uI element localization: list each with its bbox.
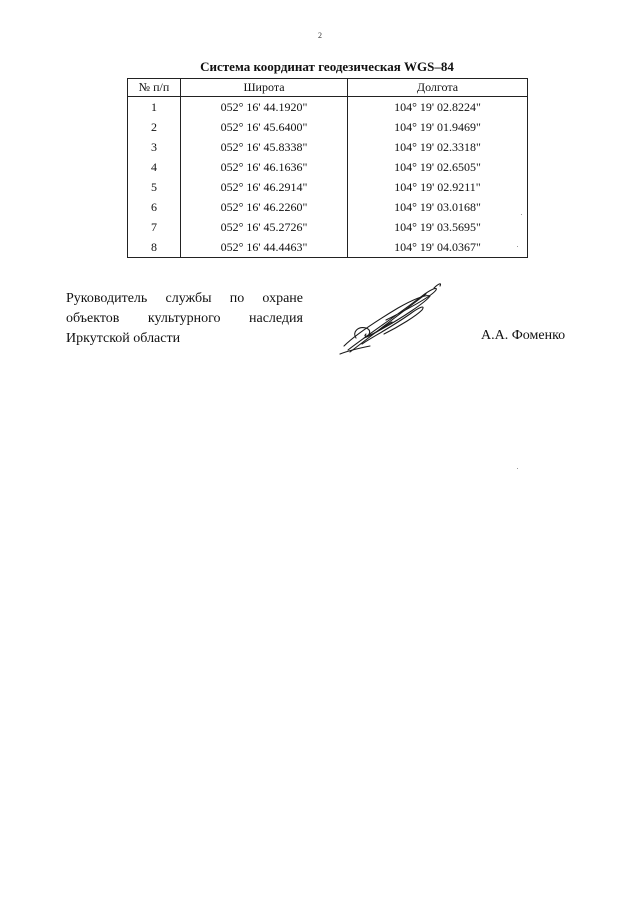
row-longitude: 104° 19' 01.9469"	[348, 117, 528, 137]
row-longitude: 104° 19' 04.0367"	[348, 237, 528, 258]
position-word: Руководитель	[66, 291, 148, 306]
row-latitude: 052° 16' 45.6400"	[181, 117, 348, 137]
position-line-3: Иркутской области	[66, 331, 181, 346]
position-word: службы	[165, 291, 212, 306]
row-latitude: 052° 16' 45.8338"	[181, 137, 348, 157]
header-longitude: Долгота	[348, 79, 528, 97]
scan-speck	[517, 468, 518, 469]
row-longitude: 104° 19' 03.5695"	[348, 217, 528, 237]
row-number: 2	[128, 117, 181, 137]
table-row	[128, 237, 528, 258]
header-number: № п/п	[128, 79, 181, 97]
position-word: охране	[262, 291, 303, 306]
row-longitude: 104° 19' 02.8224"	[348, 97, 528, 118]
row-number: 5	[128, 177, 181, 197]
row-number: 3	[128, 137, 181, 157]
coordinates-table	[127, 78, 528, 258]
row-number: 7	[128, 217, 181, 237]
signer-position	[66, 289, 303, 349]
row-latitude: 052° 16' 46.2914"	[181, 177, 348, 197]
position-line-1	[66, 289, 303, 309]
position-line-2	[66, 309, 303, 329]
table-row	[128, 157, 528, 177]
handwritten-signature	[326, 276, 446, 356]
position-word: наследия	[248, 311, 303, 326]
position-word: культурного	[147, 311, 221, 326]
table-row	[128, 217, 528, 237]
scan-speck	[517, 246, 518, 247]
row-latitude: 052° 16' 44.4463"	[181, 237, 348, 258]
table-header-row	[128, 79, 528, 97]
row-number: 6	[128, 197, 181, 217]
page-number: 2	[318, 31, 322, 40]
table-row	[128, 197, 528, 217]
row-latitude: 052° 16' 46.1636"	[181, 157, 348, 177]
row-number: 8	[128, 237, 181, 258]
row-latitude: 052° 16' 46.2260"	[181, 197, 348, 217]
header-latitude: Широта	[181, 79, 348, 97]
signer-name: А.А. Фоменко	[481, 328, 566, 343]
row-number: 1	[128, 97, 181, 118]
position-word: объектов	[66, 311, 120, 326]
scan-speck	[521, 214, 522, 215]
row-number: 4	[128, 157, 181, 177]
table-row	[128, 177, 528, 197]
table-row	[128, 97, 528, 118]
position-word: по	[229, 291, 245, 306]
table-row	[128, 137, 528, 157]
table-title: Система координат геодезическая WGS–84	[200, 59, 454, 74]
row-latitude: 052° 16' 45.2726"	[181, 217, 348, 237]
row-latitude: 052° 16' 44.1920"	[181, 97, 348, 118]
row-longitude: 104° 19' 02.6505"	[348, 157, 528, 177]
row-longitude: 104° 19' 02.3318"	[348, 137, 528, 157]
row-longitude: 104° 19' 02.9211"	[348, 177, 528, 197]
row-longitude: 104° 19' 03.0168"	[348, 197, 528, 217]
table-row	[128, 117, 528, 137]
